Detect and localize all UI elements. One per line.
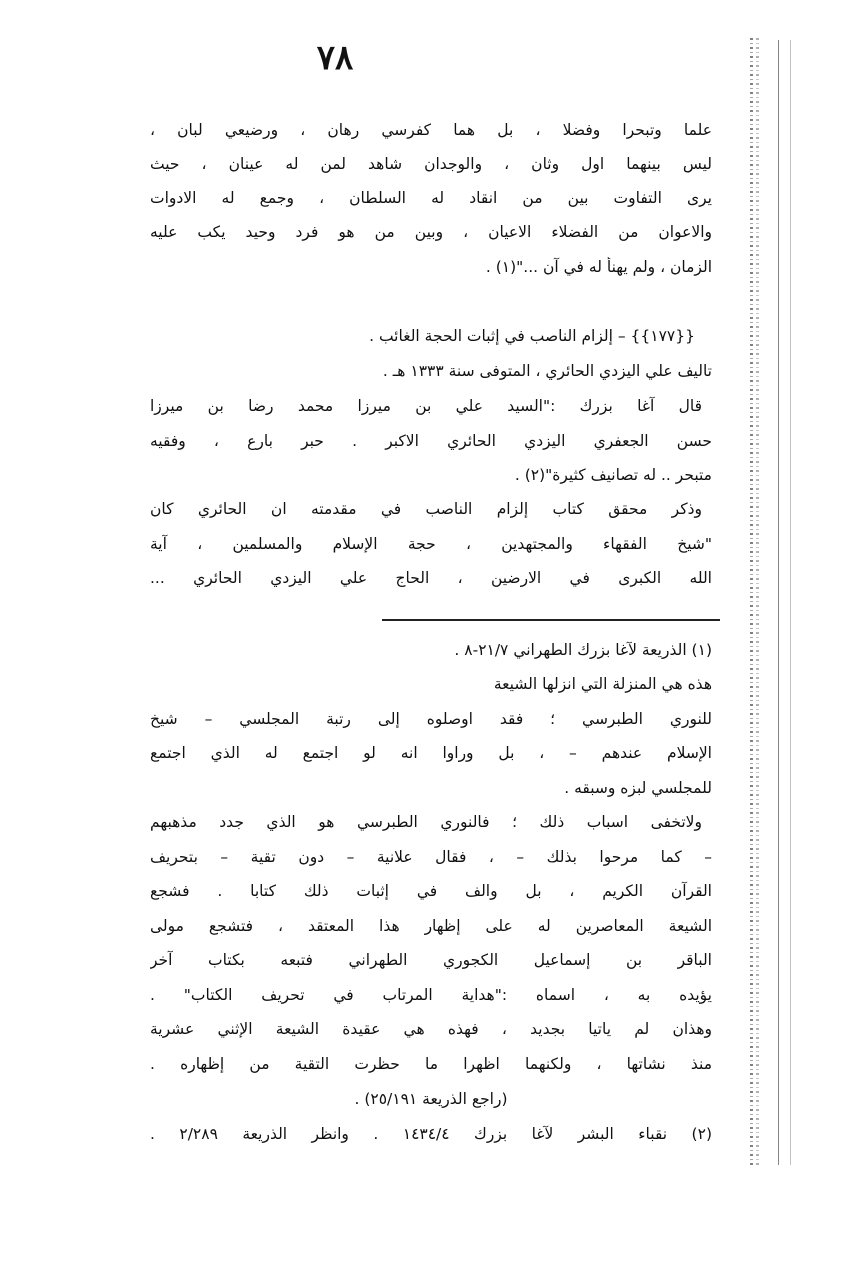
body-line: يرى التفاوت بين من انقاد له السلطان ، وجمع له الادوات — [150, 189, 712, 207]
body-line: ليس بينهما اول وثان ، والوجدان شاهد لمن له عينان ، حيث — [150, 155, 712, 173]
footnote-line: (١) الذريعة لآغا بزرك الطهراني ٢١/٧-٨ . — [454, 641, 712, 659]
scan-margin-line — [790, 40, 791, 1165]
footnote-line: القرآن الكريم ، بل والف في إثبات ذلك كتابا . فشجع — [150, 882, 712, 900]
body-line: تاليف علي اليزدي الحائري ، المتوفى سنة ١٣٣٣ هـ . — [382, 362, 712, 380]
footnote-line: (راجع الذريعة ٢٥/١٩١) . — [354, 1090, 508, 1108]
footnote-line: للنوري الطبرسي ؛ فقد اوصلوه إلى رتبة المجلسي – شيخ — [150, 710, 712, 728]
scan-binding-edge — [750, 38, 753, 1168]
body-line: وذكر محقق كتاب إلزام الناصب في مقدمته ان الحائري كان — [150, 500, 702, 518]
footnote-separator — [382, 619, 720, 621]
footnote-line: ولاتخفى اسباب ذلك ؛ فالنوري الطبرسي هو الذي جدد مذهبهم — [150, 813, 702, 831]
scan-margin-line — [778, 40, 779, 1165]
body-line: الزمان ، ولم يهنأ له في آن ..."(١) . — [485, 258, 712, 276]
body-line: متبحر .. له تصانيف كثيرة"(٢) . — [514, 466, 712, 484]
footnote-line: وهذان لم ياتيا بجديد ، فهذه هي عقيدة الشيعة الإثني عشرية — [150, 1020, 712, 1038]
body-line: قال آغا بزرك :"السيد علي بن ميرزا محمد رضا بن ميرزا — [150, 397, 702, 415]
footnote-line: هذه هي المنزلة التي انزلها الشيعة — [493, 675, 712, 693]
footnote-line: منذ نشاتها ، ولكنهما اظهرا ما حظرت التقية من إظهاره . — [150, 1055, 712, 1073]
footnote-line: الشيعة المعاصرين له على إظهار هذا المعتقد ، فتشجع مولى — [150, 917, 712, 935]
body-line: "شيخ الفقهاء والمجتهدين ، حجة الإسلام والمسلمين ، آية — [150, 535, 712, 553]
footnote-line: الإسلام عندهم – ، بل وراوا انه لو اجتمع له الذي اجتمع — [150, 744, 712, 762]
footnote-line: يؤيده به ، اسماه :"هداية المرتاب في تحريف الكتاب" . — [150, 986, 712, 1004]
body-line: علما وتبحرا وفضلا ، بل هما كفرسي رهان ، ورضيعي لبان ، — [150, 121, 712, 139]
body-line: حسن الجعفري اليزدي الحائري الاكبر . حبر بارع ، وفقيه — [150, 432, 712, 450]
page-number: ٧٨ — [316, 38, 354, 78]
body-line: والاعوان من الفضلاء الاعيان ، وبين من هو فرد وحيد يكب عليه — [150, 223, 712, 241]
footnote-line: – كما مرحوا بذلك – ، فقال علانية – دون تقية – بتحريف — [150, 848, 712, 866]
body-line: الله الكبرى في الارضين ، الحاج علي اليزدي الحائري ... — [150, 569, 712, 587]
footnote-line: الباقر بن إسماعيل الكجوري الطهراني فتبعه بكتاب آخر — [150, 951, 712, 969]
scan-binding-edge — [756, 38, 759, 1168]
entry-heading: {{١٧٧}} – إلزام الناصب في إثبات الحجة الغائب . — [369, 327, 695, 345]
footnote-line: للمجلسي لبزه وسبقه . — [564, 779, 712, 797]
footnote-line: (٢) نقباء البشر لآغا بزرك ١٤٣٤/٤ . وانظر الذريعة ٢/٢٨٩ . — [150, 1125, 712, 1143]
